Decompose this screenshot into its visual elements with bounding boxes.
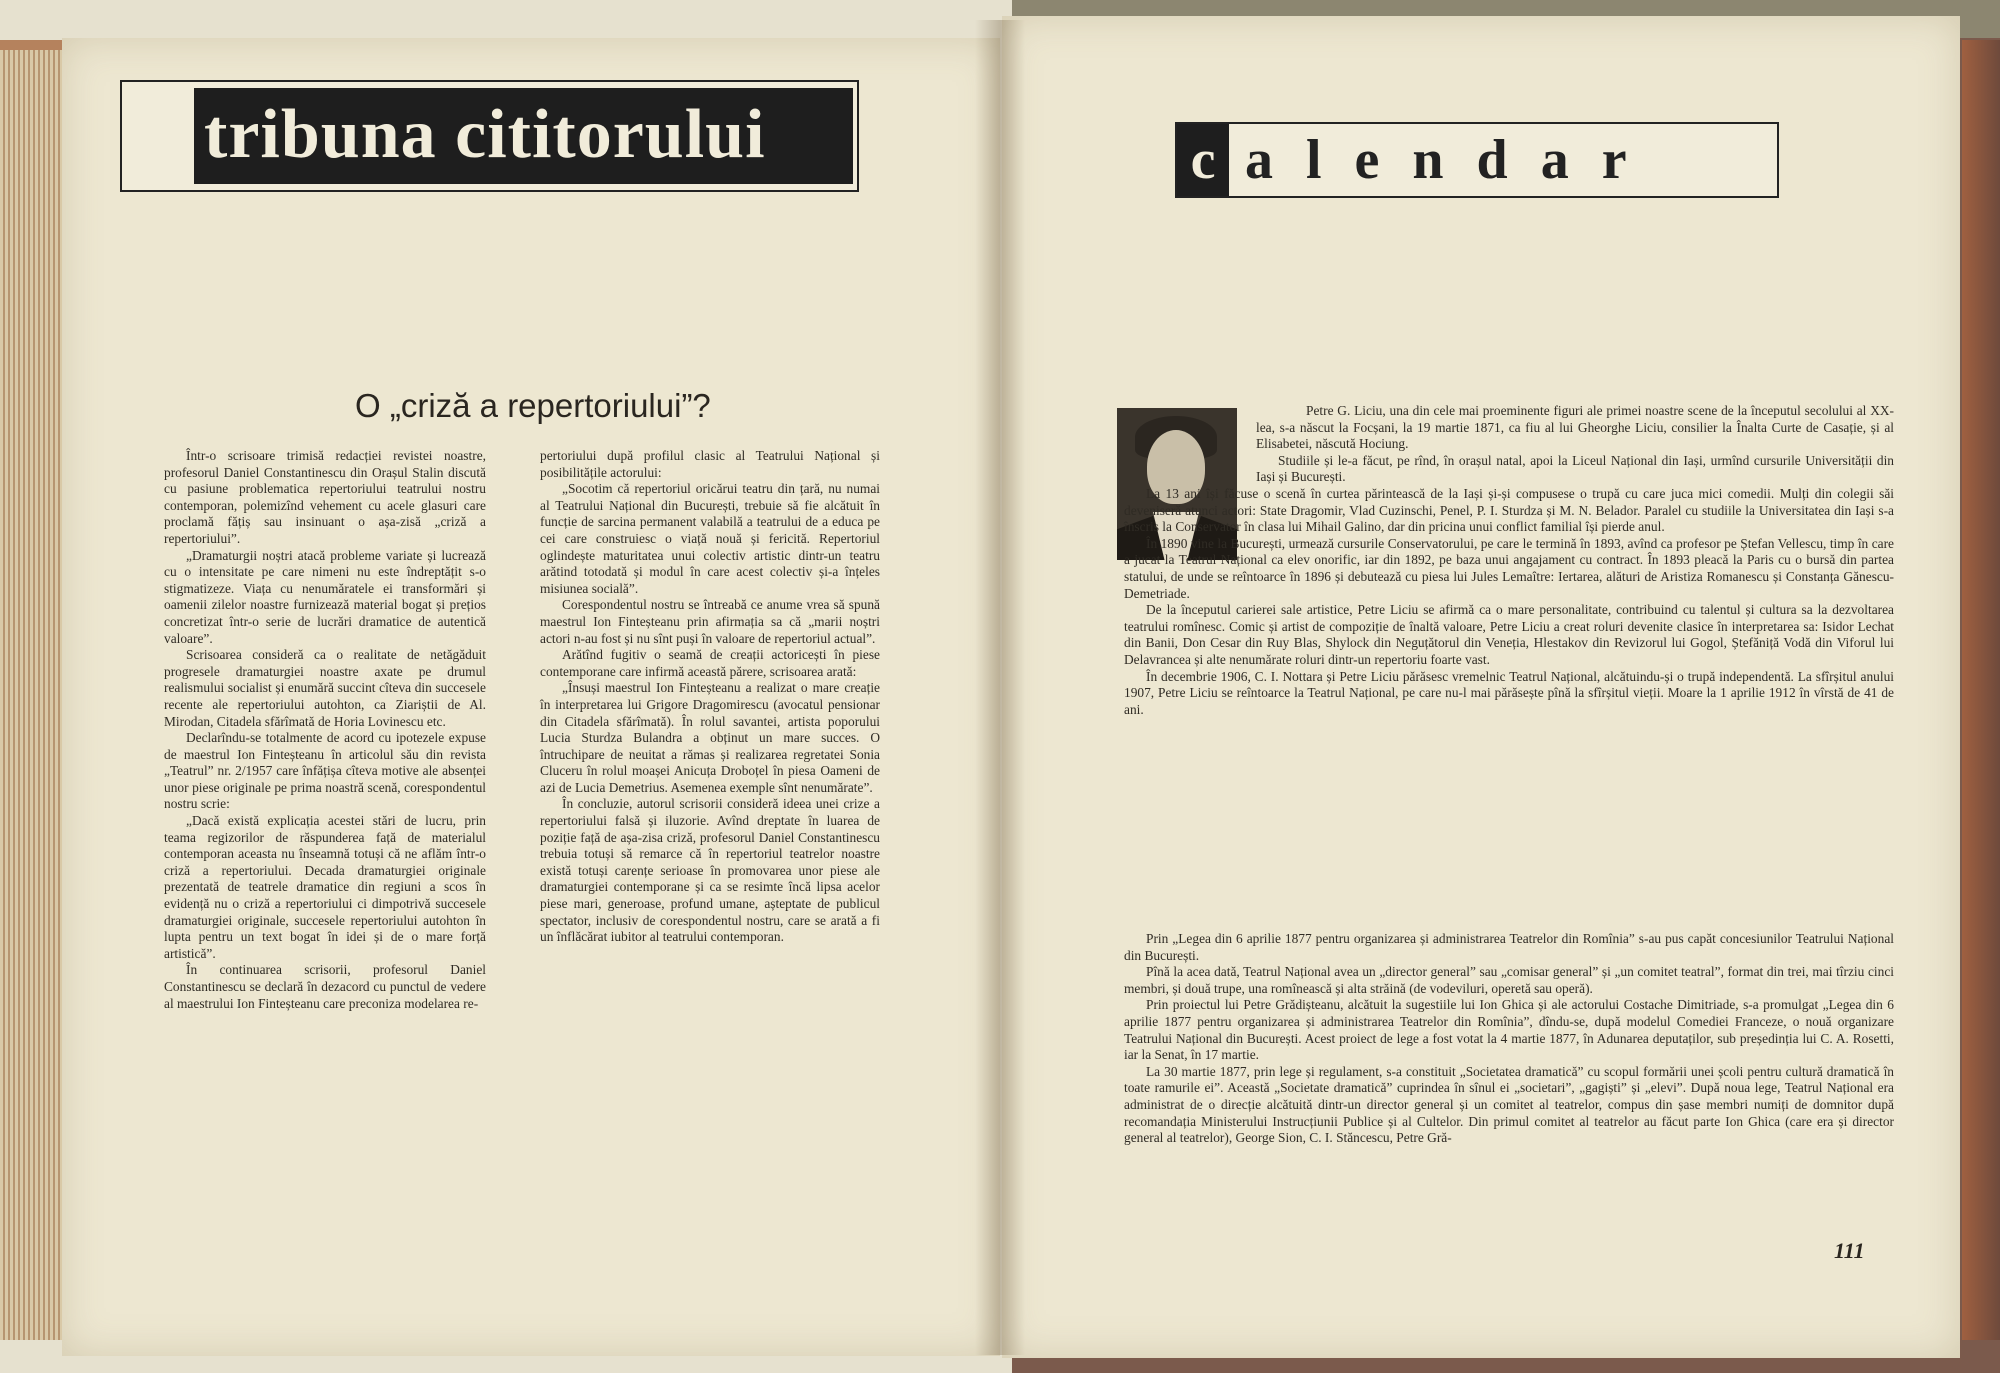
page-number: 111 [1834,1238,1865,1263]
paragraph: „Dramaturgii noștri atacă probleme variate și lucrează cu o intensitate pe care nimeni nu este îndreptățit s-o stigmatizeze. Viața cu nenumăratele ei transformări și oamenii zilelor noastre furnizează material bogat și prețios concretizat într-o serie de lucrări dramatice de autentică valoare”. [164,547,486,646]
theatre-law-text [1124,931,1894,1147]
page-edges [0,50,62,1340]
paragraph: Arătînd fugitiv o seamă de creații actoricești în piese contemporane care infirmă această părere, scrisoarea arată: [540,647,880,679]
paragraph: În 1890 vine la București, urmează cursurile Conservatorului, pe care le termină în 1893, avînd ca profesor pe Ștefan Vellescu, timp în care a jucat la Teatrul Național ca elev onorific, iar din 1892, pe baza unui angajament cu contract. În 1893 pleacă la Paris cu o bursă din partea statului, de unde se reîntoarce în 1896 și debutează cu piesa lui Jules Lemaître: Iertarea, alături de Aristiza Romanescu și Constanța Gănescu-Demetriade. [1124,535,1894,601]
paragraph: Corespondentul nostru se întreabă ce anume vrea să spună maestrul Ion Finteșteanu prin afirmația sa că „marii noștri actori n-au fost și nu sînt puși în valoare de repertoriul actual”. [540,597,880,646]
paragraph: La 13 ani își făcuse o scenă în curtea părintească de la Iași și-și compusese o trupă cu care juca mici comedii. Mulți din colegii săi deveniseră atunci actori: State Dragomir, Vlad Cuzinschi, Penel, P. I. Sturdza și M. N. Belador. Paralel cu studiile la Universitatea din Iași s-a înscris la Conservator în clasa lui Mihail Galino, dar din pricina unui conflict familial își pierde anul. [1124,485,1894,535]
paragraph: Petre G. Liciu, una din cele mai proeminente figuri ale primei noastre scene de la începutul secolului al XX-lea, s-a născut la Focșani, la 19 martie 1871, ca fiu al lui Gheorghe Liciu, consilier la Înalta Curte de Casație, și al Elisabetei, născută Hociung. [1256,403,1894,452]
paragraph: Studiile și le-a făcut, pe rînd, în orașul natal, apoi la Liceul Național din Iași, urmînd cursurile Universității din Iași și București. [1256,452,1894,485]
paragraph: La 30 martie 1877, prin lege și regulament, s-a constituit „Societatea dramatică” cu scopul formării unei școli pentru cultură dramatică în toate ramurile ei”. Această „Societate dramatică” cuprindea în sînul ei „societari”, „gagiști” și „elevi”. După noua lege, Teatrul Național era administrat de o direcție alcătuită dintr-un director general și un comitet al teatrelor, compus din șase membri numiți de domnitor după recomandația Ministerului Instrucțiunii Publice și al Cultelor. Din primul comitet al teatrelor au făcut parte Ion Ghica (care era și director general al teatrelor), George Sion, C. I. Stăncescu, Petre Gră- [1124,1063,1894,1146]
article-column-2 [540,448,880,946]
paragraph: Pînă la acea dată, Teatrul Național avea un „director general” sau „comisar general” și „un comitet teatral”, format din trei, mai tîrziu cinci membri, și două trupe, una romînească și alta străină (de vodeviluri, operetă sau operă). [1124,964,1894,996]
paragraph: Prin proiectul lui Petre Grădișteanu, alcătuit la sugestiile lui Ion Ghica și ale actorului Costache Dimitriade, s-a promulgat „Legea din 6 aprilie 1877 pentru organizarea și administrarea Teatrelor din Romînia”, dîndu-se, după modelul Comediei Franceze, o nouă organizare Teatrului Național din București. Acest proiect de lege a fost votat la 4 martie 1877, în Adunarea deputaților, sub președinția lui C. A. Rosetti, iar la Senat, în 17 martie. [1124,997,1894,1063]
biography-text [1124,403,1894,718]
paragraph: Într-o scrisoare trimisă redacției revistei noastre, profesorul Daniel Constantinescu din Orașul Stalin discută cu pasiune problematica repertoriului teatrului nostru contemporan, polemizînd vehement cu acele glasuri care proclamă fățiș sau insinuant o așa-zisă „criză a repertoriului”. [164,448,486,546]
heading-text: tribuna cititorului [204,96,766,173]
paragraph: „Însuși maestrul Ion Finteșteanu a realizat o mare creație în interpretarea lui Grigore Dragomirescu (avocatul pensionar din Citadela sfărîmată). În rolul savantei, artista poporului Lucia Sturdza Bulandra a obținut un mare succes. O întruchipare de neuitat a rămas și realizarea regretatei Sonia Cluceru în rolul moașei Anicuța Droboțel în piesa Oameni de azi de Lucia Demetrius. Asemenea exemple sînt nenumărate”. [540,680,880,795]
heading-text: alendar [1245,129,1660,191]
paragraph: În concluzie, autorul scrisorii consideră ideea unei crize a repertoriului falsă și iluzorie. Avînd dreptate în luarea de poziție față de așa-zisa criză, profesorul Daniel Constantinescu trebuia totuși să remarce că în repertoriul teatrelor noastre există totuși carențe serioase în promovarea unor piese ale dramaturgiei contemporane și ca se resimte încă lipsa acelor piese mari, generoase, profund umane, așteptate de publicul spectator, inclusiv de corespondentul nostru, care se arată a fi un înflăcărat iubitor al teatrului contemporan. [540,796,880,945]
cover-edge-right [1962,40,2000,1340]
section-heading-tribuna [120,80,859,192]
article-title: O „criză a repertoriului”? [355,387,711,424]
paragraph: De la începutul carierei sale artistice, Petre Liciu se afirmă ca o mare personalitate, contribuind cu talentul și cultura sa la dezvoltarea teatrului romînesc. Comic și artist de compoziție de înaltă valoare, Petre Liciu a creat roluri devenite clasice în interpretarea sa: Isidor Lechat din Banii, Don Cesar din Ruy Blas, Shylock din Neguțătorul din Veneția, Hlestakov din Revizorul lui Gogol, Ștefăniță Vodă din Viforul lui Delavrancea și alte nenumărate roluri dintr-un repertoriu foarte vast. [1124,602,1894,667]
book-gutter [975,20,1025,1355]
article-column-1 [164,448,486,1012]
paragraph: „Socotim că repertoriul oricărui teatru din țară, nu numai al Teatrului Național din București, trebuie să fie alcătuit în funcție de sarcina permanent valabilă a teatrului de a educa pe cei care construiesc o viață nouă și fericită. Repertoriul oglindește maturitatea unui colectiv artistic dintr-un teatru arătind totodată și modul în care acest colectiv și-a înțeles misiunea socială”. [540,481,880,596]
paragraph: Declarîndu-se totalmente de acord cu ipotezele expuse de maestrul Ion Finteșteanu în articolul său din revista „Teatrul” nr. 2/1957 care înfățișa cîteva motive ale absenței unor piese originale pe prima noastră scenă, corespondentul nostru scrie: [164,730,486,812]
paragraph: Prin „Legea din 6 aprilie 1877 pentru organizarea și administrarea Teatrelor din Romînia” s-au pus capăt concesiunilor Teatrului Național din București. [1124,931,1894,963]
paragraph: Scrisoarea consideră ca o realitate de netăgăduit progresele dramaturgiei noastre axate pe drumul realismului socialist și enumără succint cîteva din succesele recente ale repertoriului autohton, ca Ziariștii de Al. Mirodan, Citadela sfărîmată de Horia Lovinescu etc. [164,647,486,729]
heading-first-letter: c [1190,129,1216,191]
paragraph: pertoriului după profilul clasic al Teatrului Național și posibilitățile actorului: [540,448,880,480]
paragraph: În continuarea scrisorii, profesorul Daniel Constantinescu se declară în dezacord cu punctul de vedere al maestrului Ion Finteșteanu care preconiza modelarea re- [164,962,486,1011]
paragraph: „Dacă există explicația acestei stări de lucru, prin teama regizorilor de răspunderea față de materialul contemporan aceasta nu înseamnă totuși că ne aflăm într-o criză a repertoriului. Decada dramaturgiei originale prezentată de teatrele dramatice din regiuni a scos în evidență nu o criză a repertoriului ci dimpotrivă succesele dramaturgiei originale, succesele repertoriului autohton în lupta pentru un text bogat în idei și de o mare forță artistică”. [164,813,486,961]
biography-wrap [1256,403,1894,486]
paragraph: În decembrie 1906, C. I. Nottara și Petre Liciu părăsesc vremelnic Teatrul Național, alcătuindu-și o trupă independentă. La sfîrșitul anului 1907, Petre Liciu se reîntoarce la Teatrul Național, pe care nu-l mai părăsește pînă la sfîrșitul vieții. Moare la 1 aprilie 1912 în vîrstă de 41 de ani. [1124,668,1894,717]
section-heading-calendar [1175,122,1779,198]
